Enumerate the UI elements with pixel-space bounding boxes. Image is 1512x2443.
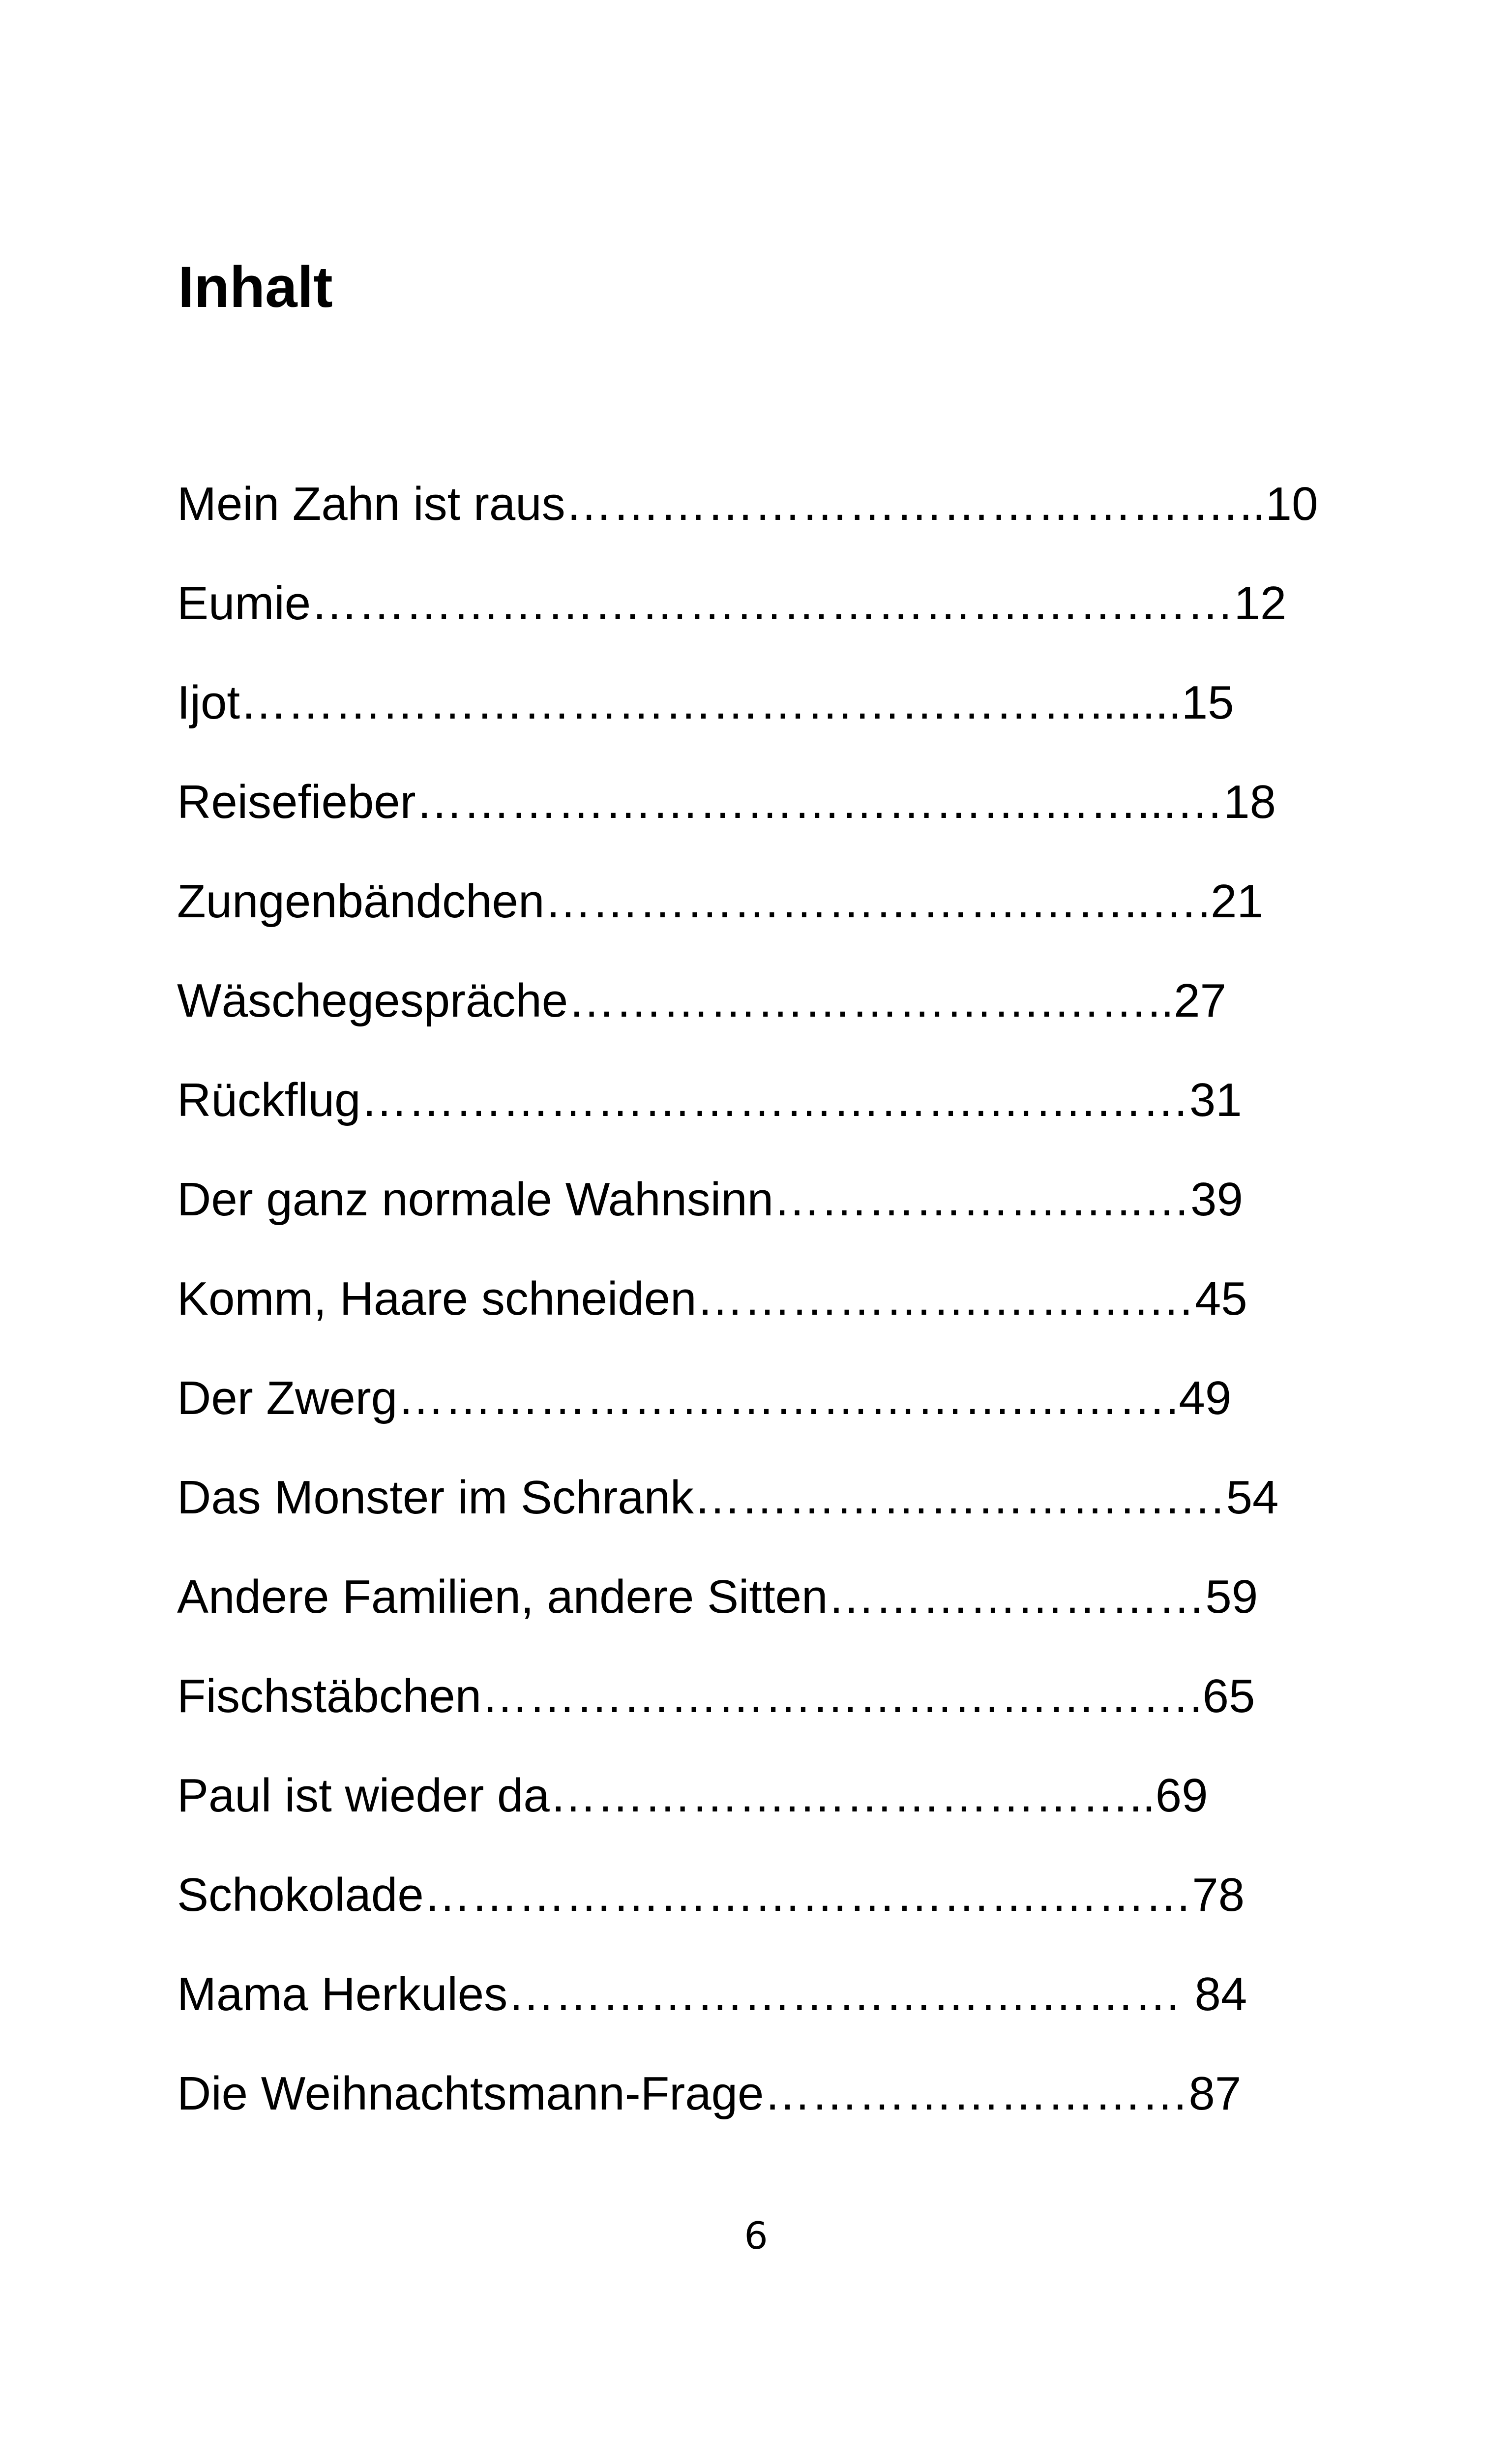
toc-entry: Eumie……………………………………….…….……12 [177,577,1287,630]
toc-entry: Wäschegespräche………………………….……..27 [177,974,1226,1027]
toc-entry: Rückflug………………………………….…….……31 [177,1074,1242,1126]
toc-entry: Das Monster im Schrank………………………….…54 [177,1471,1279,1524]
toc-entry: Mein Zahn ist raus………………………………….…..10 [177,478,1318,530]
toc-entry: Schokolade………………………………….………78 [177,1869,1245,1921]
page-number: 6 [744,2214,768,2258]
table-of-contents [177,477,1357,2166]
toc-entry: Ijot……………………………………………….......15 [177,676,1234,729]
toc-entry: Andere Familien, andere Sitten……………………59 [177,1570,1258,1623]
toc-heading: Inhalt [178,255,333,320]
toc-entry: Komm, Haare schneiden……………….……….…45 [177,1272,1247,1325]
toc-entry: Zungenbändchen………………………….……..….21 [177,875,1263,928]
toc-entry: Mama Herkules…………………………….……… 84 [177,1968,1247,2021]
toc-entry: Paul ist wieder da…………….…………………..69 [177,1769,1208,1822]
toc-entry: Der ganz normale Wahnsinn……………….…..…39 [177,1173,1243,1226]
toc-entry: Reisefieber………………………………….……...…18 [177,776,1276,828]
toc-entry: Die Weihnachtsmann-Frage………………………87 [177,2067,1242,2120]
toc-entry: Der Zwerg………………………………….……….49 [177,1372,1232,1424]
toc-entry: Fischstäbchen……………………………………….65 [177,1670,1255,1722]
